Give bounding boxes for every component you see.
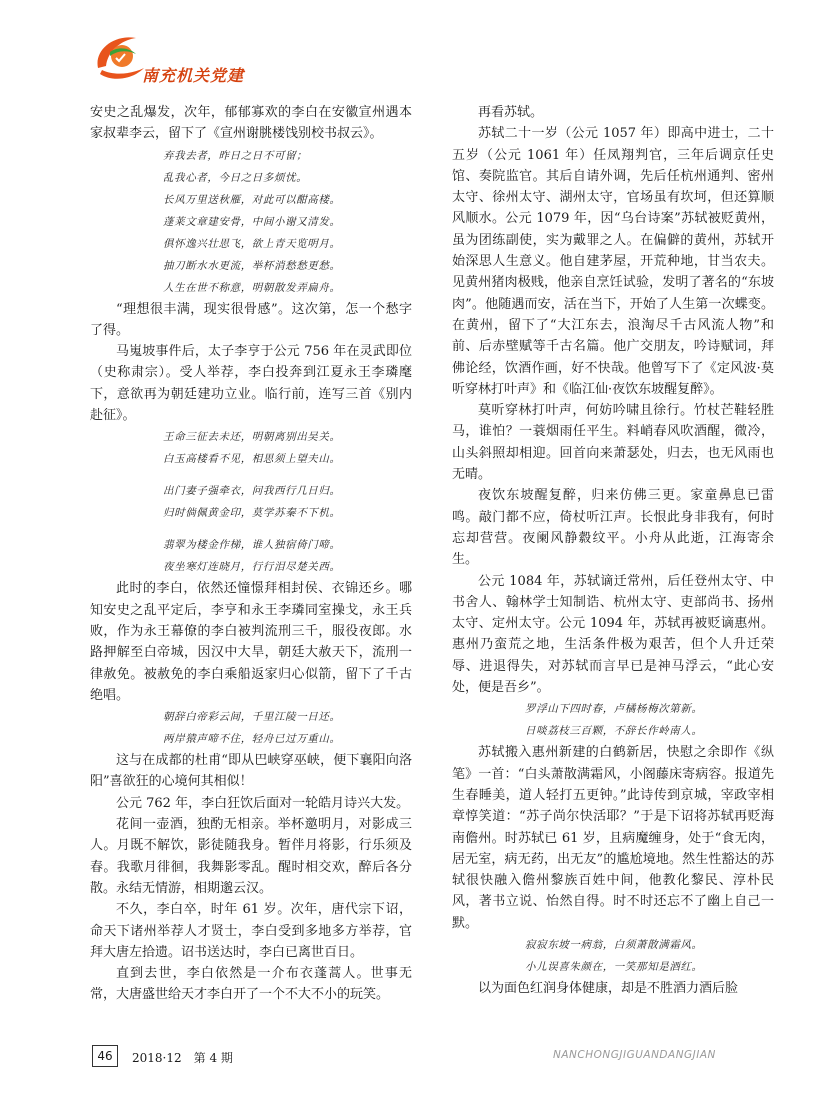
body-paragraph: 苏轼二十一岁（公元 1057 年）即高中进士，二十五岁（公元 1061 年）任凤翔判官，三年后调京任史馆、奏院监官。其后自请外调，先后任杭州通判、密州太守、徐州太守、湖州太守，官场虽有坎坷，但还算顺风顺水。公元 1079 年，因“乌台诗案”苏轼被贬黄州，虽为团练副使，实为戴罪之人。在偏僻的黄州，苏轼开始深思人生意义。他自建茅屋，开荒种地，甘当农夫。见黄州猪肉极贱，他亲自烹饪试验，发明了著名的“东坡肉”。他随遇而安，活在当下，开始了人生第一次蝶变。在黄州，留下了“大江东去，浪淘尽千古风流人物”和前、后赤壁赋等千古名篇。他广交朋友，吟诗赋词，拜佛论经，饮酒作画，好不快哉。他曾写下了《定风波·莫听穿林打叶声》和《临江仙·夜饮东坡醒复醉》。: [452, 126, 774, 397]
issue-info: 2018·12 第 4 期: [132, 1051, 233, 1065]
poem-line: 长风万里送秋雁，对此可以酣高楼。: [163, 193, 341, 206]
poem-line: 俱怀逸兴壮思飞，欲上青天览明月。: [163, 237, 341, 250]
poem-line: 罗浮山下四时春，卢橘杨梅次第新。: [525, 703, 703, 716]
right-column: [452, 102, 774, 999]
body-paragraph: 不久，李白卒，时年 61 岁。次年，唐代宗下诏，命天下诸州举荐人才贤士，李白受到多地多方举荐，官拜大唐左拾遗。诏书送达时，李白已离世百日。: [90, 902, 412, 960]
poem-line: 蓬莱文章建安骨，中间小谢又清发。: [163, 215, 341, 228]
poem-line: 朝辞白帝彩云间，千里江陵一日还。: [163, 711, 341, 724]
poem-line: 两岸猿声啼不住，轻舟已过万重山。: [163, 733, 341, 746]
poem-line: 王命三征去未还，明朝离别出吴关。: [163, 431, 341, 444]
page-number: 46: [92, 1045, 118, 1067]
body-paragraph: 花间一壶酒，独酌无相亲。举杯邀明月，对影成三人。月既不解饮，影徒随我身。暂伴月将影，行乐须及春。我歌月徘徊，我舞影零乱。醒时相交欢，醉后各分散。永结无情游，相期邈云汉。: [90, 817, 412, 896]
body-paragraph: 夜饮东坡醒复醉，归来仿佛三更。家童鼻息已雷鸣。敲门都不应，倚杖听江声。长恨此身非我有，何时忘却营营。夜阑风静縠纹平。小舟从此逝，江海寄余生。: [452, 488, 774, 568]
poem-line: 乱我心者，今日之日多烦忧。: [163, 171, 308, 184]
poem-line: 抽刀断水水更流，举杯消愁愁更愁。: [163, 259, 341, 272]
body-paragraph: 此时的李白，依然还憧憬拜相封侯、衣锦还乡。哪知安史之乱平定后，李亨和永王李璘同室操戈，永王兵败，作为永王幕僚的李白被判流刑三千，服役夜郎。水路押解至白帝城，因汉中大旱，朝廷大赦天下，流刑一律赦免。被赦免的李白乘船返家归心似箭，留下了千古绝唱。: [90, 581, 412, 703]
poem-line: 归时倘佩黄金印，莫学苏秦不下机。: [163, 507, 341, 520]
poem-line: 白玉高楼看不见，相思须上望夫山。: [163, 453, 341, 466]
body-paragraph: 以为面色红润身体健康，却是不胜酒力酒后脸: [478, 980, 739, 996]
poem-line: 出门妻子强牵衣，问我西行几日归。: [163, 485, 341, 498]
body-paragraph: 公元 762 年，李白狂饮后面对一轮皓月诗兴大发。: [116, 795, 410, 811]
body-paragraph: 这与在成都的杜甫“即从巴峡穿巫峡，便下襄阳向洛阳”喜欲狂的心境何其相似！: [90, 753, 412, 790]
stanza-gap: [90, 524, 412, 534]
poem-line: 翡翠为楼金作梯，谁人独宿倚门啼。: [163, 539, 341, 552]
poem-line: 夜坐寒灯连晓月，行行泪尽楚关西。: [163, 561, 341, 574]
body-paragraph: 莫听穿林打叶声，何妨吟啸且徐行。竹杖芒鞋轻胜马，谁怕？一蓑烟雨任平生。料峭春风吹酒醒，微冷，山头斜照却相迎。回首向来萧瑟处，归去，也无风雨也无晴。: [452, 403, 774, 483]
poem-line: 小儿误喜朱颜在，一笑那知是酒红。: [525, 960, 703, 973]
body-paragraph: 安史之乱爆发，次年，郁郁寡欢的李白在安徽宣州遇本家叔辈李云，留下了《宣州谢朓楼饯别校书叔云》。: [90, 105, 412, 142]
stanza-gap: [90, 470, 412, 480]
poem-line: 人生在世不称意，明朝散发弄扁舟。: [163, 281, 341, 294]
masthead: [92, 28, 352, 88]
running-title: NANCHONGJIGUANDANGJIAN: [553, 1049, 716, 1061]
poem-line: 日啖荔枝三百颗，不辞长作岭南人。: [525, 725, 703, 738]
left-column: [90, 102, 412, 1006]
body-paragraph: 再看苏轼。: [478, 105, 544, 120]
body-paragraph: 苏轼搬入惠州新建的白鹤新居，快慰之余即作《纵笔》一首：“白头萧散满霜风，小阁藤床寄病容。报道先生春睡美，道人轻打五更钟。”此诗传到京城，宰政宰相章惇笑道：“苏子尚尔快活耶？”于是下诏将苏轼再贬海南儋州。时苏轼已 61 岁，且病魔缠身，处于“食无肉，居无室，病无药，出无友”的尴尬境地。然生性豁达的苏轼很快融入儋州黎族百姓中间，他教化黎民、淳朴民风，著书立说、怡然自得。时不时还忘不了幽上自己一默。: [452, 745, 774, 931]
poem-line: 弃我去者，昨日之日不可留；: [163, 149, 308, 162]
body-paragraph: 直到去世，李白依然是一介布衣蓬蒿人。世事无常，大唐盛世给天才李白开了一个不大不小的玩笑。: [90, 966, 412, 1003]
poem-line: 寂寂东坡一病翁，白须萧散满霜风。: [525, 938, 703, 951]
body-paragraph: 公元 1084 年，苏轼谪迁常州，后任登州太守、中书舍人、翰林学士知制诰、杭州太守、吏部尚书、扬州太守、定州太守。公元 1094 年，苏轼再被贬谪惠州。惠州乃蛮荒之地，生活条件极为艰苦，但个人升迁荣辱、进退得失，对苏轼而言早已是神马浮云，“此心安处，便是吾乡”。: [452, 573, 774, 696]
body-paragraph: “理想很丰满，现实很骨感”。这次第，怎一个愁字了得。: [90, 301, 412, 338]
magazine-title: 南充机关党建: [142, 66, 245, 85]
body-paragraph: 马嵬坡事件后，太子李亨于公元 756 年在灵武即位（史称肃宗）。受人举荐，李白投奔到江夏永王李璘麾下，意欲再为朝廷建功立业。临行前，连写三首《别内赴征》。: [90, 344, 412, 424]
